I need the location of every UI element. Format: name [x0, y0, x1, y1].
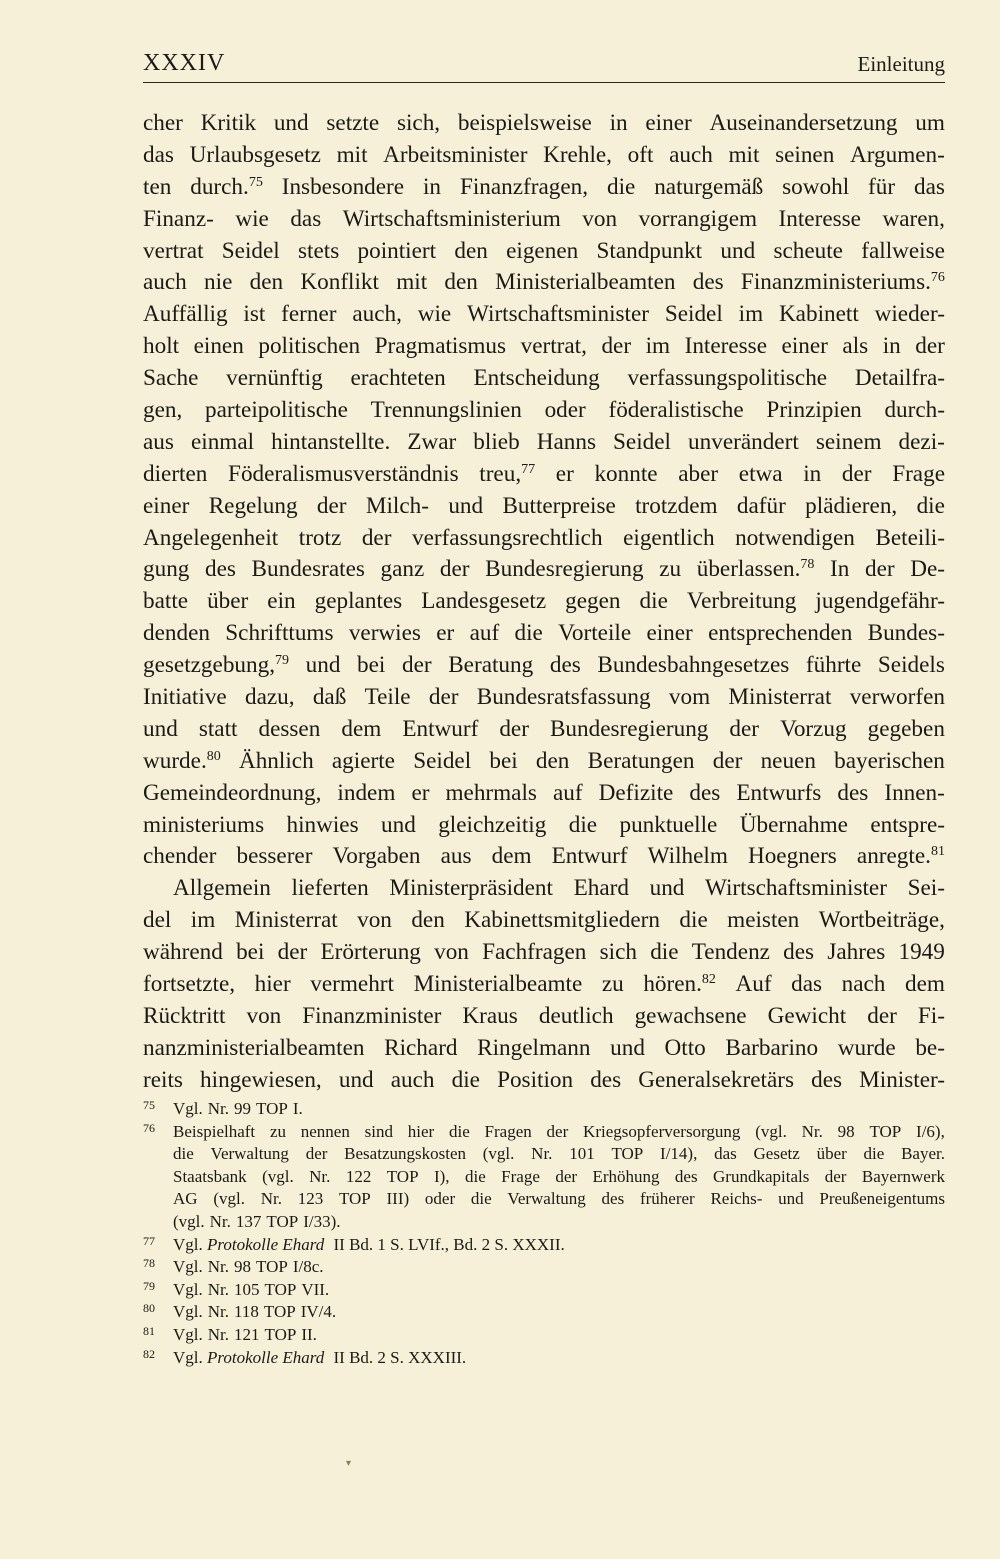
text-line: Finanz- wie das Wirtschaftsministerium von vorrangigem Interesse waren, — [143, 205, 945, 232]
footnote-number: 82 — [143, 1346, 155, 1361]
text-line: gen, parteipolitische Trennungslinien oder föderalistische Prinzipien durch- — [143, 397, 945, 424]
footnote — [143, 1279, 945, 1302]
page-number: XXXIV — [143, 50, 226, 76]
text-line: cher Kritik und setzte sich, beispielsweise in einer Auseinandersetzung um — [143, 110, 945, 136]
footnote-text: Vgl. Nr. 98 TOP I/8c. — [173, 1257, 324, 1277]
footnote-text: Vgl. Protokolle Ehard II Bd. 1 S. LVIf., Bd. 2 S. XXXII. — [173, 1234, 565, 1254]
text-line: einer Regelung der Milch- und Butterpreise trotzdem dafür plädieren, die — [143, 492, 945, 519]
text-line: ten durch.$^{75}$ Insbesondere in Finanzfragen, die naturgemäß sowohl für das — [143, 173, 945, 200]
footnote-number: 78 — [143, 1256, 155, 1271]
text-line: reits hingewiesen, und auch die Position des Generalsekretärs des Minister- — [143, 1066, 945, 1093]
text-line: holt einen politischen Pragmatismus vertrat, der im Interesse einer als in der — [143, 333, 945, 360]
text-line: ministeriums hinwies und gleichzeitig die punktuelle Übernahme entspre- — [143, 811, 945, 838]
bottom-mark: ▾ — [346, 1458, 352, 1469]
text-line: fortsetzte, hier vermehrt Ministerialbeamte zu hören.$^{82}$ Auf das nach dem — [143, 971, 945, 998]
text-line: gesetzgebung,$^{79}$ und bei der Beratung des Bundesbahngesetzes führte Seidels — [143, 652, 945, 679]
text-line: del im Ministerrat von den Kabinettsmitgliedern die meisten Wortbeiträge, — [143, 907, 945, 934]
footnote-number: 80 — [143, 1301, 155, 1316]
text-line: während bei der Erörterung von Fachfragen sich die Tendenz des Jahres 1949 — [143, 939, 945, 966]
text-line: Sache vernünftig erachteten Entscheidung verfassungspolitische Detailfra- — [143, 365, 945, 392]
footnotes — [143, 1098, 945, 1369]
footnote — [143, 1324, 945, 1347]
footnote — [143, 1234, 945, 1257]
footnote — [143, 1121, 945, 1234]
text-line: dierten Föderalismusverständnis treu,$^{77}$ er konnte aber etwa in der Frage — [143, 460, 945, 487]
footnote-number: 75 — [143, 1098, 155, 1112]
section-title: Einleitung — [857, 52, 945, 76]
text-line: Allgemein lieferten Ministerpräsident Ehard und Wirtschaftsminister Sei- — [173, 875, 945, 902]
text-line: Rücktritt von Finanzminister Kraus deutlich gewachsene Gewicht der Fi- — [143, 1002, 945, 1029]
text-line: das Urlaubsgesetz mit Arbeitsminister Krehle, oft auch mit seinen Argumen- — [143, 141, 945, 168]
text-line: Initiative dazu, daß Teile der Bundesratsfassung vom Ministerrat verworfen — [143, 684, 945, 711]
footnote — [143, 1256, 945, 1279]
running-header — [143, 42, 945, 83]
footnote-number: 79 — [143, 1278, 155, 1293]
text-line: Gemeindeordnung, indem er mehrmals auf Defizite des Entwurfs des Innen- — [143, 779, 945, 806]
text-line: Auffällig ist ferner auch, wie Wirtschaftsminister Seidel im Kabinett wieder- — [143, 301, 945, 328]
footnote-text: Vgl. Nr. 121 TOP II. — [173, 1324, 317, 1344]
text-line: chender besserer Vorgaben aus dem Entwurf Wilhelm Hoegners anregte.$^{81}$ — [143, 843, 945, 870]
footnote-text: Vgl. Nr. 118 TOP IV/4. — [173, 1302, 337, 1322]
text-line: nanzministerialbeamten Richard Ringelmann und Otto Barbarino wurde be- — [143, 1034, 945, 1061]
footnote-text: Vgl. Protokolle Ehard II Bd. 2 S. XXXIII. — [173, 1347, 467, 1367]
footnote — [143, 1098, 945, 1121]
footnote-number: 76 — [143, 1120, 155, 1135]
main-text — [143, 108, 945, 1097]
text-line: denden Schrifttums verwies er auf die Vorteile einer entsprechenden Bundes- — [143, 620, 945, 647]
text-line: wurde.$^{80}$ Ähnlich agierte Seidel bei den Beratungen der neuen bayerischen — [143, 747, 945, 774]
text-line: Angelegenheit trotz der verfassungsrechtlich eigentlich notwendigen Beteili- — [143, 524, 945, 551]
footnote-number: 81 — [143, 1323, 155, 1338]
footnote — [143, 1347, 945, 1370]
text-line: aus einmal hintanstellte. Zwar blieb Hanns Seidel unverändert seinem dezi- — [143, 428, 945, 455]
footnote-text: Beispielhaft zu nennen sind hier die Fragen der Kriegsopferversorgung (vgl. Nr. 98 TOP I/6), die Verwaltung der Besatzungskosten (vgl. Nr. 101 TOP I/14), das Gesetz über die Bayer. Staatsbank (vgl. Nr. 122 TOP I), die Frage der Erhöhung des Grundkapitals der Bayernwerk AG (vgl. Nr. 123 TOP III) oder die Verwaltung des früherer Reichs- und Preußeneigentums (vgl. Nr. 137 TOP I/33). — [173, 1121, 945, 1231]
text-line: gung des Bundesrates ganz der Bundesregierung zu überlassen.$^{78}$ In der De- — [143, 556, 945, 583]
text-line: vertrat Seidel stets pointiert den eigenen Standpunkt und scheute fallweise — [143, 237, 945, 264]
footnote — [143, 1301, 945, 1324]
text-line: batte über ein geplantes Landesgesetz gegen die Verbreitung jugendgefähr- — [143, 588, 945, 615]
footnote-text: Vgl. Nr. 105 TOP VII. — [173, 1279, 330, 1299]
text-line: und statt dessen dem Entwurf der Bundesregierung der Vorzug gegeben — [143, 715, 945, 742]
footnote-text: Vgl. Nr. 99 TOP I. — [173, 1099, 303, 1118]
text-line: auch nie den Konflikt mit den Ministerialbeamten des Finanzministeriums.$^{76}$ — [143, 269, 945, 296]
footnote-number: 77 — [143, 1233, 155, 1248]
